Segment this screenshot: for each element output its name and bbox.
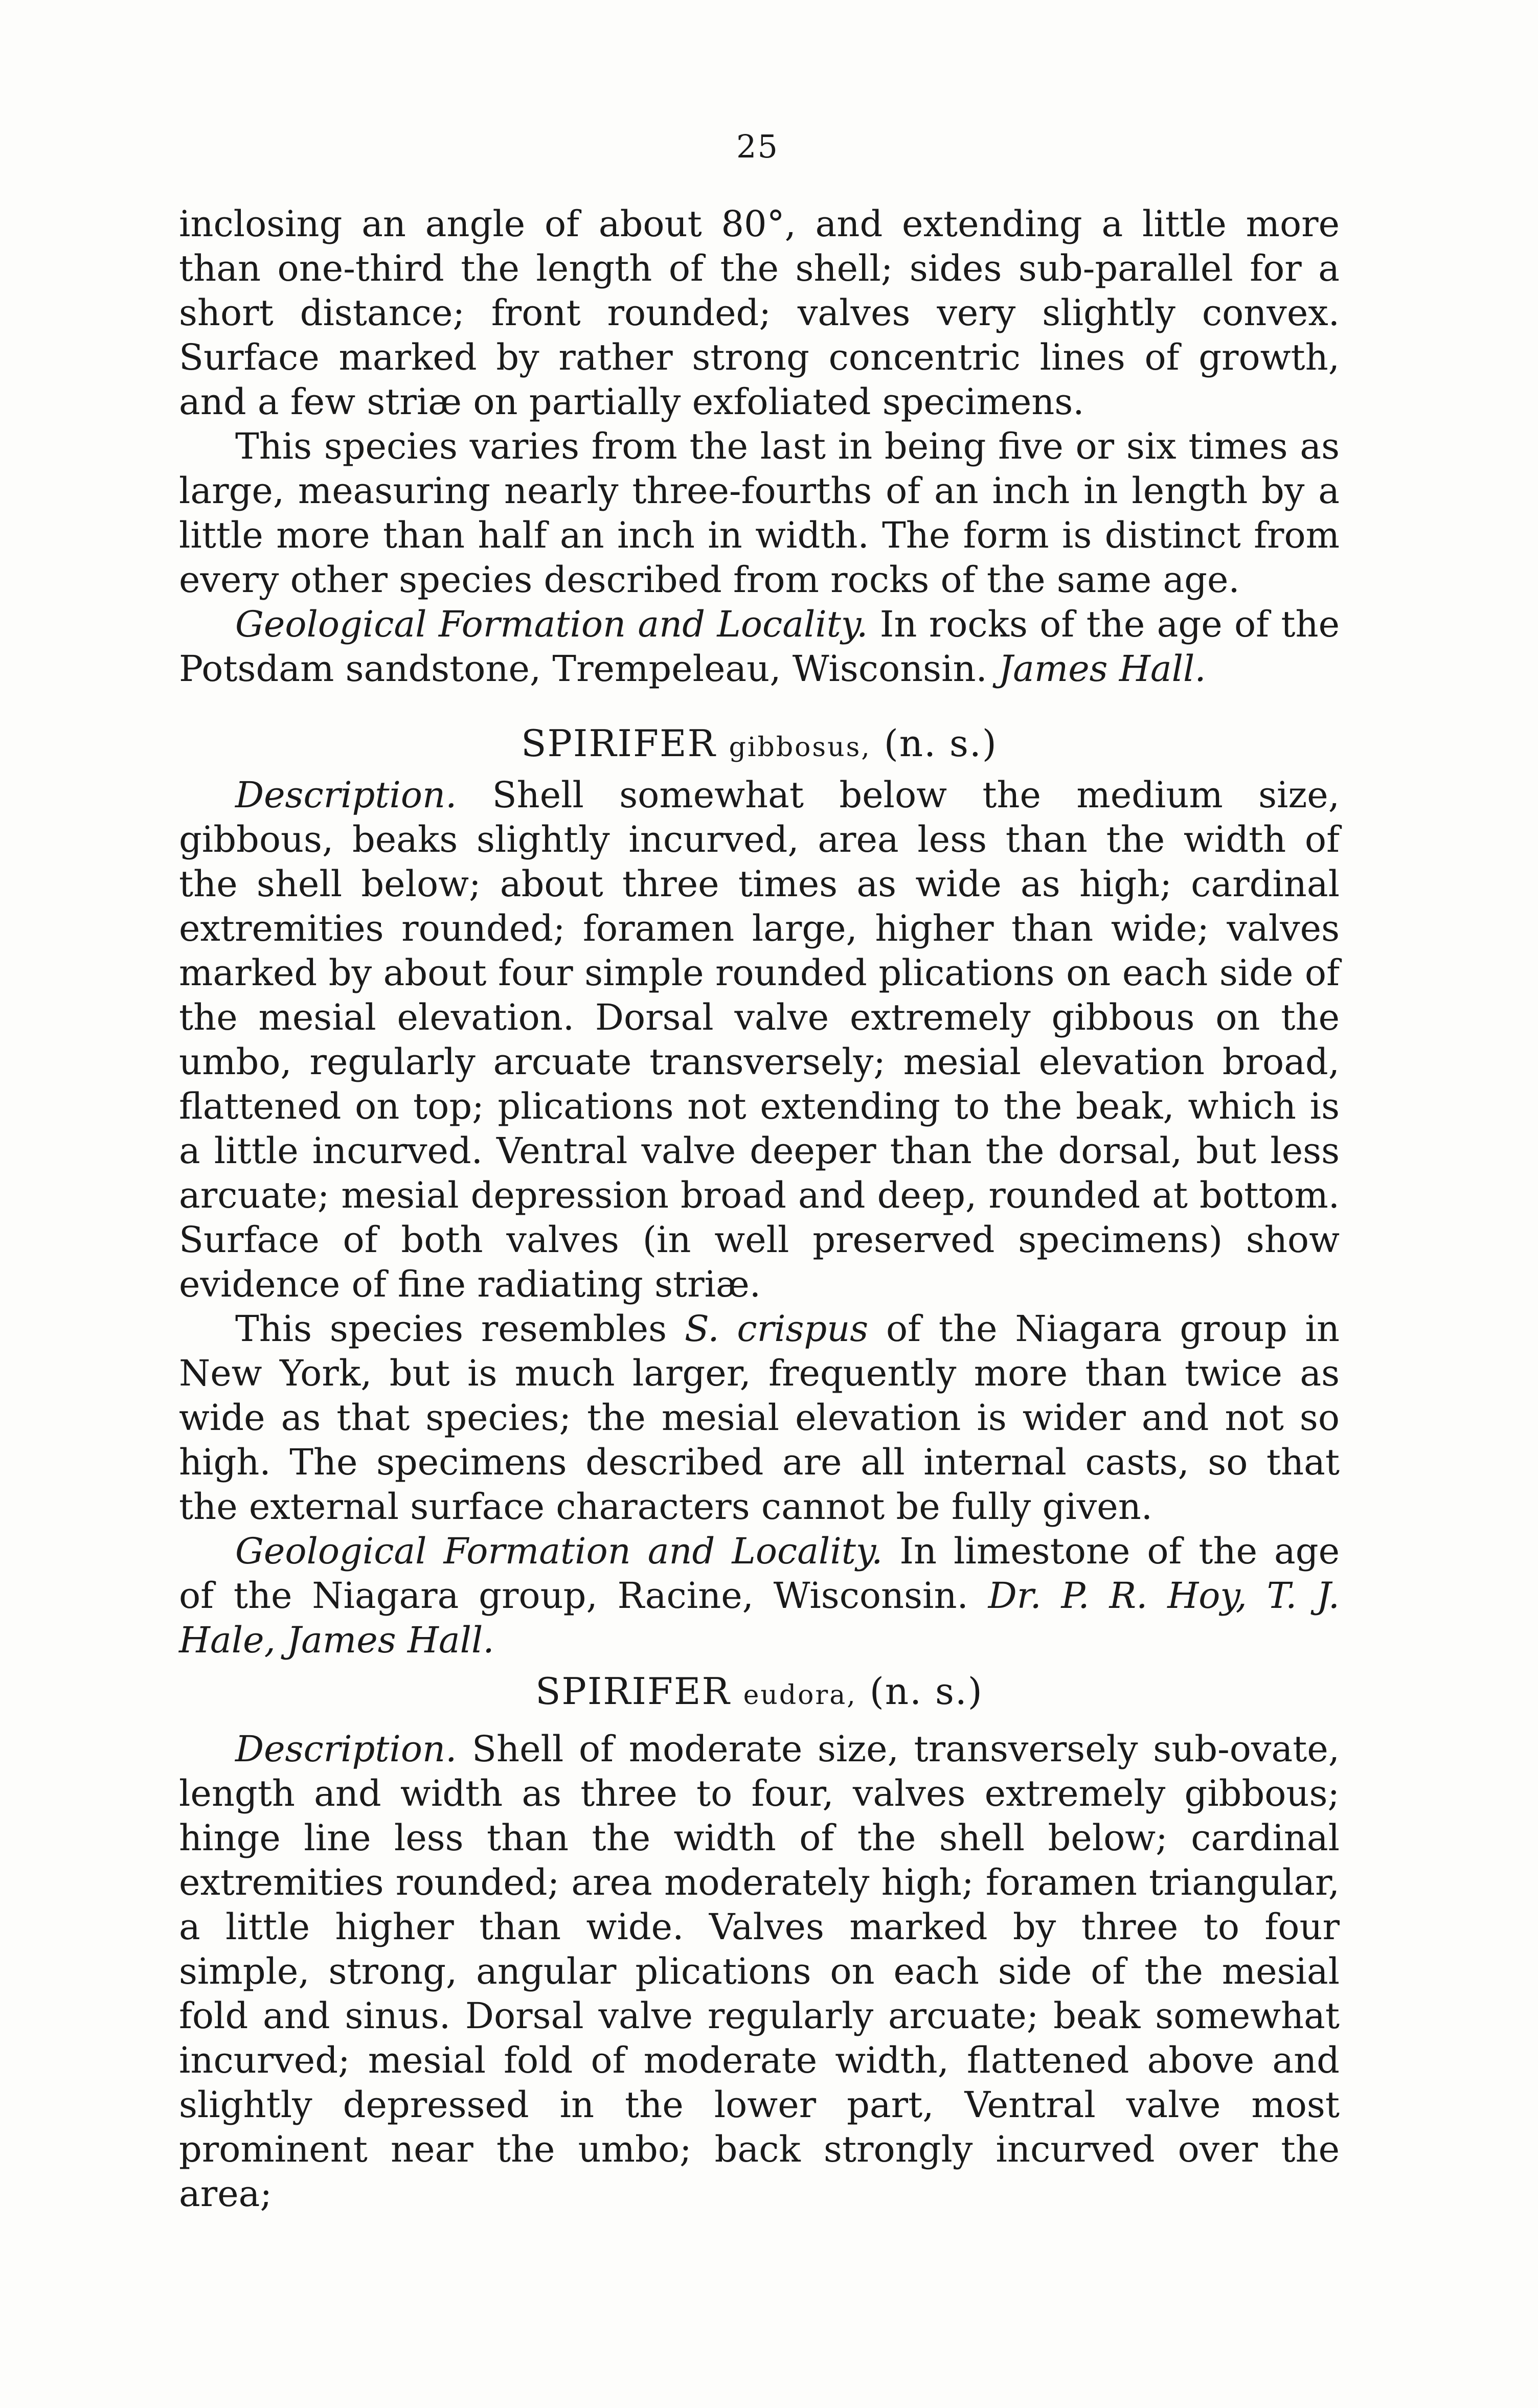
species-heading-eudora [179, 1670, 1340, 1713]
comparison-text: of the Niagara group in New York, but is much larger, frequently more than twice as wide as that species; the mesial elevation is wider and not so high. The specimens described are all internal casts, so that the external surface characters cannot be fully given. [179, 1308, 1340, 1528]
heading-genus: SPIRIFER [535, 1670, 731, 1713]
page-number: 25 [736, 128, 779, 165]
description-paragraph [179, 773, 1340, 1307]
formation-paragraph [179, 1529, 1340, 1663]
formation-label: Geological Formation and Locality. [235, 1530, 883, 1572]
heading-note: (n. s.) [884, 722, 998, 765]
comparison-paragraph: This species varies from the last in being five or six times as large, measuring nearly three-fourths of an inch in length by a little more than half an inch in width. The form is distinct from every other species described from rocks of the same age. [179, 425, 1340, 601]
formation-label: Geological Formation and Locality. [235, 603, 868, 645]
comparison-paragraph [179, 1307, 1340, 1529]
page-body [179, 202, 1340, 2216]
formation-authors: Dr. P. R. Hoy, T. J. Hale, James Hall. [179, 1575, 1340, 1661]
comparison-text: This species resembles [235, 1308, 685, 1350]
heading-species: eudora, [743, 1680, 857, 1711]
formation-text: In rocks of the age of the Potsdam sandstone, Trempeleau, Wisconsin. [179, 603, 1340, 690]
formation-author: James Hall. [999, 648, 1206, 690]
formation-text: In limestone of the age of the Niagara group, Racine, Wisconsin. [179, 1530, 1340, 1617]
heading-note: (n. s.) [869, 1670, 983, 1713]
description-label: Description. [235, 1728, 457, 1770]
description-text: Shell somewhat below the medium size, gibbous, beaks slightly incurved, area less than the width of the shell below; about three times as wide as high; cardinal extremities rounded; foramen large, higher than wide; valves marked by about four simple rounded plications on each side of the mesial elevation. Dorsal valve extremely gibbous on the umbo, regularly arcuate transversely; mesial elevation broad, flattened on top; plications not extending to the beak, which is a little incurved. Ventral valve deeper than the dorsal, but less arcuate; mesial depression broad and deep, rounded at bottom. Surface of both valves (in well preserved specimens) show evidence of fine radiating striæ. [179, 774, 1340, 1305]
description-text: Shell of moderate size, transversely sub-ovate, length and width as three to four, valves extremely gibbous; hinge line less than the width of the shell below; cardinal extremities rounded; area moderately high; foramen triangular, a little higher than wide. Valves marked by three to four simple, strong, angular plications on each side of the mesial fold and sinus. Dorsal valve regularly arcuate; beak somewhat incurved; mesial fold of moderate width, flattened above and slightly depressed in the lower part, Ventral valve most prominent near the umbo; back strongly incurved over the area; [179, 1728, 1340, 2215]
species-reference: S. crispus [684, 1308, 869, 1350]
description-paragraph [179, 1727, 1340, 2216]
formation-paragraph [179, 602, 1340, 691]
heading-genus: SPIRIFER [521, 722, 716, 765]
continued-paragraph: inclosing an angle of about 80°, and extending a little more than one-third the length of the shell; sides sub-parallel for a short distance; front rounded; valves very slightly convex. Surface marked by rather strong concentric lines of growth, and a few striæ on partially exfoliated specimens. [179, 203, 1340, 423]
description-label: Description. [235, 774, 457, 816]
heading-species: gibbosus, [729, 732, 871, 763]
species-heading-gibbosus [179, 722, 1340, 765]
